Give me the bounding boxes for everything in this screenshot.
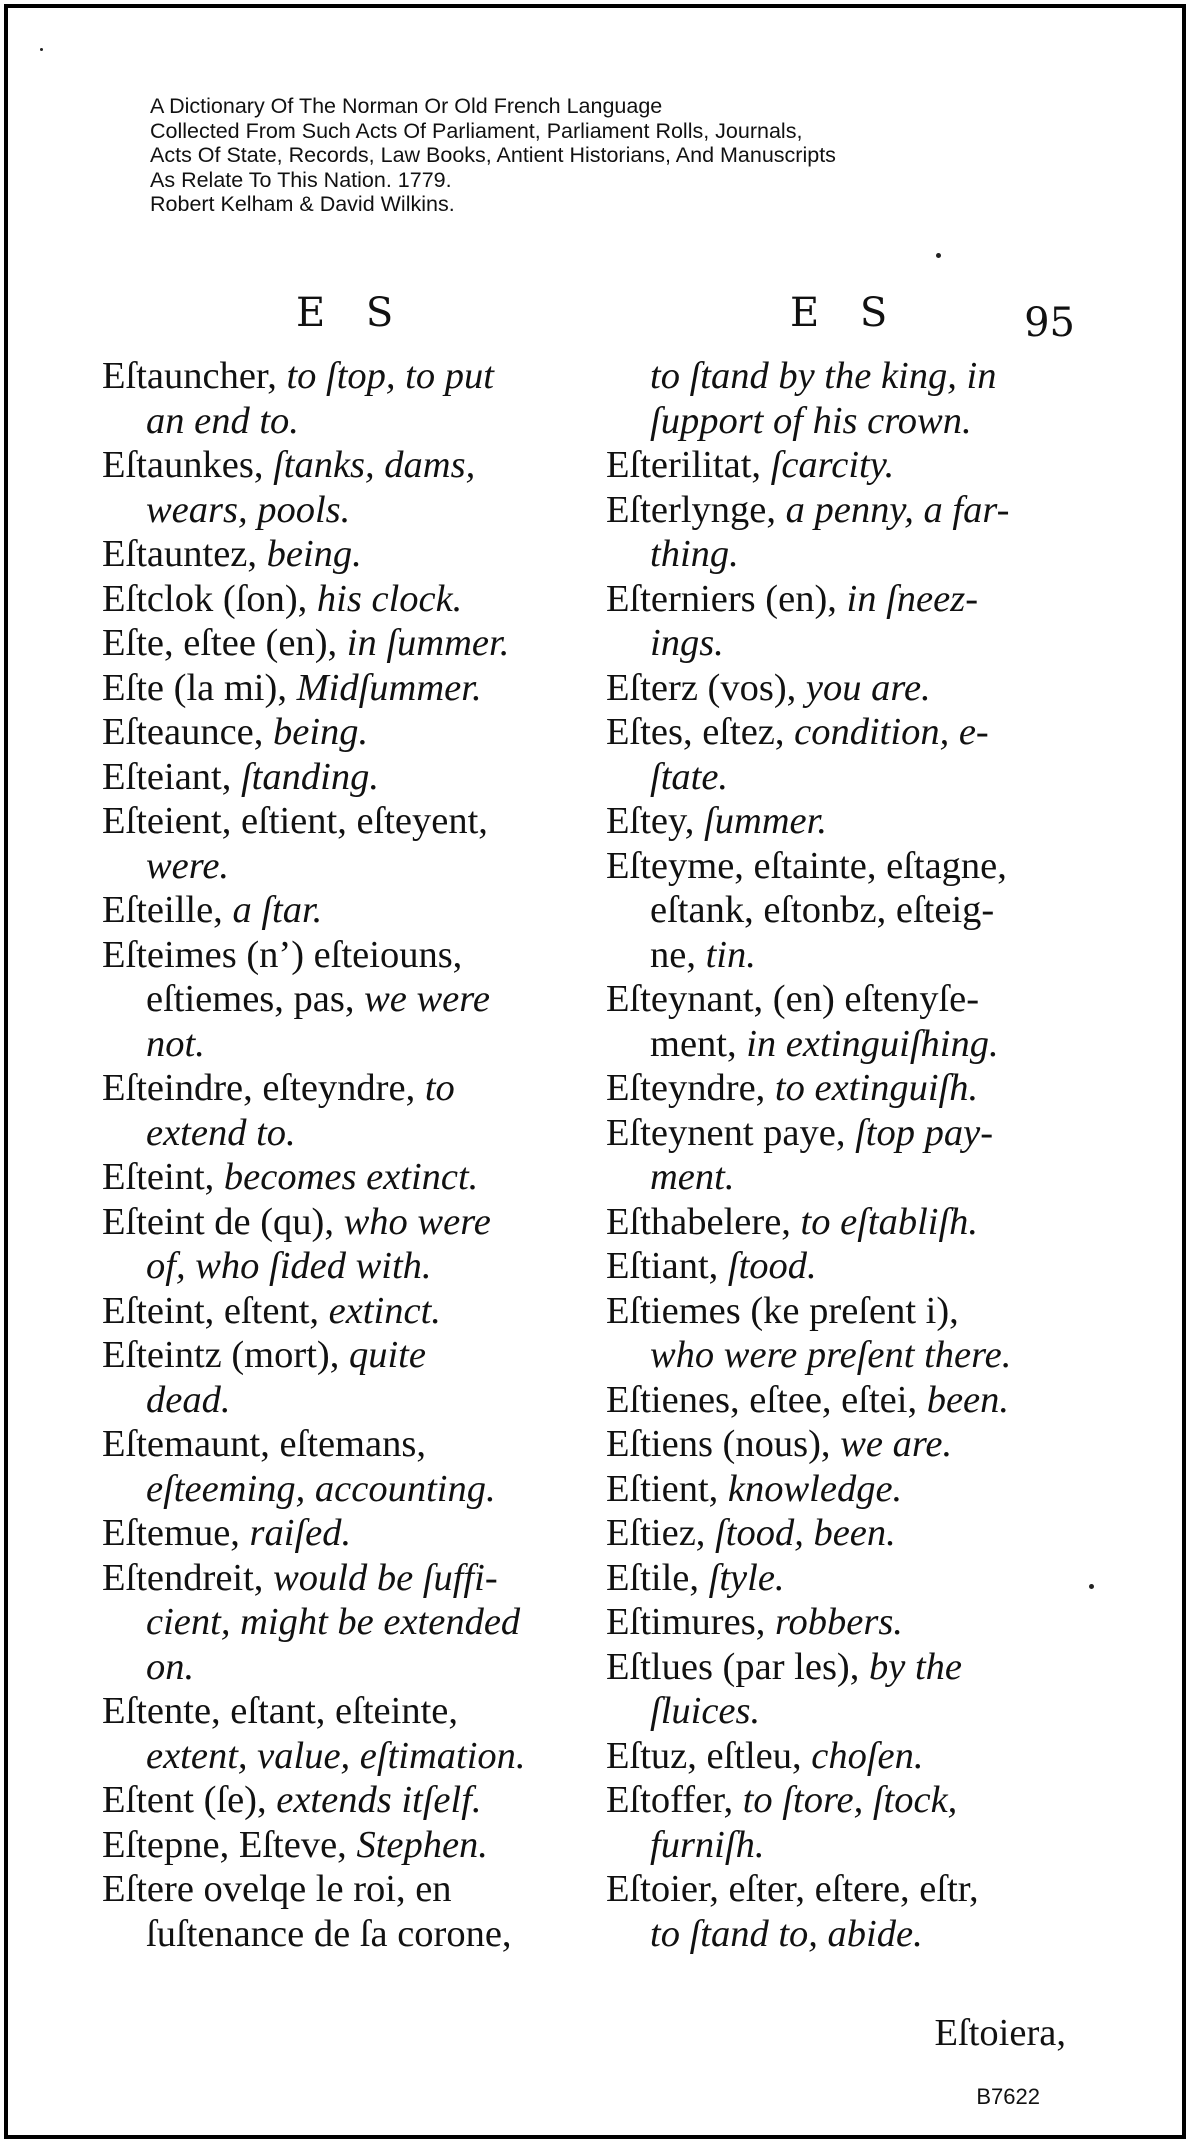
entry-headword: Eſtemue, bbox=[102, 1512, 250, 1554]
entry-line bbox=[606, 1155, 1086, 1200]
entry-line bbox=[606, 1378, 1086, 1423]
entry-line bbox=[102, 577, 582, 622]
entry-gloss: ſtate. bbox=[650, 755, 729, 798]
entry-gloss: his clock. bbox=[316, 577, 463, 620]
entry-headword: Eſtauntez, bbox=[102, 533, 267, 575]
entry-gloss: choſen. bbox=[811, 1734, 924, 1777]
entry-headword: Eſteyndre, bbox=[606, 1067, 775, 1109]
entry-line bbox=[102, 1600, 582, 1645]
entry-line bbox=[102, 1111, 582, 1156]
entry-headword: Eſtclok (ſon), bbox=[102, 577, 317, 620]
entry-gloss: who were preſent there. bbox=[650, 1334, 1012, 1376]
entry-line bbox=[606, 1111, 1086, 1156]
entry-headword: Eſtienes, eſtee, eſtei, bbox=[606, 1378, 927, 1421]
entry-headword: Eſtient, bbox=[606, 1467, 728, 1510]
entry-headword: Eſteint, bbox=[102, 1156, 224, 1198]
entry-gloss: a ſtar. bbox=[232, 889, 323, 931]
entry-gloss: who were bbox=[343, 1200, 491, 1243]
ink-speck bbox=[936, 253, 941, 258]
entry-gloss: furniſh. bbox=[650, 1823, 765, 1866]
entry-gloss: to bbox=[424, 1067, 455, 1109]
entry-line bbox=[606, 1689, 1086, 1734]
entry-gloss: in extinguiſhing. bbox=[746, 1022, 999, 1065]
entry-gloss: we are. bbox=[840, 1423, 953, 1465]
entry-line bbox=[102, 443, 582, 488]
entry-headword: Eſteyme, eſtainte, eſtagne, bbox=[606, 844, 1007, 887]
entry-line bbox=[606, 1734, 1086, 1779]
entry-headword: Eſteint de (qu), bbox=[102, 1200, 344, 1243]
entry-line bbox=[102, 1200, 582, 1245]
entry-gloss: tin. bbox=[705, 933, 756, 976]
entry-gloss: becomes extinct. bbox=[223, 1156, 479, 1198]
entry-headword: Eſtiens (nous), bbox=[606, 1423, 841, 1465]
entry-line bbox=[606, 532, 1086, 577]
entry-line bbox=[606, 1244, 1086, 1289]
entry-line bbox=[606, 1556, 1086, 1601]
entry-gloss: raiſed. bbox=[249, 1512, 352, 1554]
entry-headword: ſuſtenance de ſa corone, bbox=[146, 1912, 512, 1955]
entry-headword: Eſtile, bbox=[606, 1556, 709, 1599]
entry-headword: Eſthabelere, bbox=[606, 1200, 801, 1243]
entry-gloss: thing. bbox=[650, 533, 739, 575]
entry-line bbox=[606, 1289, 1086, 1334]
entry-line bbox=[606, 1867, 1086, 1912]
entry-headword: Eſtimures, bbox=[606, 1601, 775, 1643]
entry-gloss: cient, might be extended bbox=[146, 1601, 521, 1643]
entry-line bbox=[102, 1823, 582, 1868]
entry-line bbox=[102, 799, 582, 844]
entry-gloss: been. bbox=[926, 1378, 1010, 1421]
entry-gloss: knowledge. bbox=[727, 1467, 903, 1510]
entry-gloss: ſtood, been. bbox=[715, 1512, 896, 1554]
entry-line bbox=[606, 577, 1086, 622]
entry-line bbox=[606, 399, 1086, 444]
entry-line bbox=[102, 532, 582, 577]
source-header bbox=[150, 94, 1050, 217]
entry-line bbox=[606, 1912, 1086, 1957]
entry-headword: Eſteimes (n’) eſteiouns, bbox=[102, 933, 463, 976]
image-code: B7622 bbox=[976, 2084, 1040, 2109]
entry-gloss: on. bbox=[146, 1645, 195, 1688]
entry-headword: Eſtlues (par les), bbox=[606, 1645, 869, 1688]
entry-line bbox=[606, 1600, 1086, 1645]
entry-line bbox=[102, 1645, 582, 1690]
entry-headword: ment, bbox=[650, 1022, 747, 1065]
entry-gloss: ſcarcity. bbox=[770, 444, 895, 486]
entry-line bbox=[102, 1244, 582, 1289]
entry-line bbox=[102, 1066, 582, 1111]
entry-gloss: ings. bbox=[650, 622, 724, 664]
entry-line bbox=[606, 888, 1086, 933]
entry-line bbox=[606, 1066, 1086, 1111]
entry-gloss: would be ſuffi- bbox=[273, 1556, 498, 1599]
entry-headword: Eſteintz (mort), bbox=[102, 1334, 349, 1376]
entry-headword: ne, bbox=[650, 933, 706, 976]
entry-line bbox=[102, 1333, 582, 1378]
entry-headword: Eſtuz, eſtleu, bbox=[606, 1734, 812, 1777]
entry-line bbox=[102, 1022, 582, 1067]
entry-gloss: of, who ſided with. bbox=[146, 1245, 432, 1287]
running-head-left: E S bbox=[296, 290, 408, 336]
entry-gloss: being. bbox=[266, 533, 362, 575]
entry-line bbox=[606, 799, 1086, 844]
entry-line bbox=[102, 755, 582, 800]
entry-gloss: extends itſelf. bbox=[276, 1779, 482, 1821]
entry-line bbox=[606, 1511, 1086, 1556]
entry-gloss: were. bbox=[146, 844, 230, 887]
entry-line bbox=[102, 1289, 582, 1334]
entry-line bbox=[606, 755, 1086, 800]
entry-gloss: ſtop pay- bbox=[855, 1111, 994, 1154]
entry-gloss: wears, pools. bbox=[146, 488, 351, 531]
left-column bbox=[102, 354, 582, 1956]
entry-line bbox=[606, 1422, 1086, 1467]
right-column bbox=[606, 354, 1086, 1956]
entry-line bbox=[102, 399, 582, 444]
entry-headword: Eſtepne, Eſteve, bbox=[102, 1823, 357, 1866]
entry-headword: eſtiemes, pas, bbox=[146, 978, 365, 1020]
entry-gloss: you are. bbox=[805, 666, 931, 709]
entry-gloss: an end to. bbox=[146, 399, 299, 442]
entry-line bbox=[102, 666, 582, 711]
entry-headword: Eſtente, eſtant, eſteinte, bbox=[102, 1690, 458, 1732]
entry-headword: Eſteynant, (en) eſtenyſe- bbox=[606, 978, 980, 1020]
entry-gloss: Stephen. bbox=[356, 1823, 488, 1866]
entry-headword: Eſtere ovelqe le roi, en bbox=[102, 1868, 452, 1910]
entry-line bbox=[102, 1912, 582, 1957]
entry-gloss: dead. bbox=[146, 1378, 231, 1421]
entry-line bbox=[606, 1645, 1086, 1690]
entry-gloss: quite bbox=[348, 1334, 426, 1376]
entry-gloss: ſtanding. bbox=[240, 755, 379, 798]
entry-line bbox=[606, 710, 1086, 755]
entry-gloss: to ſtop, to put bbox=[286, 355, 494, 397]
entry-headword: Eſteille, bbox=[102, 889, 233, 931]
entry-headword: Eſte, eſtee (en), bbox=[102, 622, 347, 664]
entry-line bbox=[606, 354, 1086, 399]
entry-line bbox=[102, 1689, 582, 1734]
entry-gloss: to ſtore, ſtock, bbox=[742, 1779, 958, 1821]
header-line: Robert Kelham & David Wilkins. bbox=[150, 192, 455, 216]
entry-line bbox=[102, 1422, 582, 1467]
entry-gloss: ſupport of his crown. bbox=[650, 399, 972, 442]
entry-gloss: to ſtand to, abide. bbox=[650, 1912, 923, 1955]
entry-gloss: ſluices. bbox=[650, 1690, 761, 1732]
entry-gloss: to ſtand by the king, in bbox=[650, 355, 997, 397]
entry-gloss: we were bbox=[364, 978, 490, 1020]
entry-headword: Eſtemaunt, eſtemans, bbox=[102, 1423, 426, 1465]
entry-gloss: in ſummer. bbox=[346, 622, 510, 664]
entry-line bbox=[606, 443, 1086, 488]
entry-gloss: to eſtabliſh. bbox=[800, 1200, 979, 1243]
entry-line bbox=[606, 1333, 1086, 1378]
entry-line bbox=[606, 1200, 1086, 1245]
entry-headword: Eſteint, eſtent, bbox=[102, 1289, 329, 1332]
entry-headword: Eſtiant, bbox=[606, 1245, 728, 1287]
entry-line bbox=[102, 710, 582, 755]
page-number: 95 bbox=[1024, 300, 1075, 346]
entry-line bbox=[102, 977, 582, 1022]
entry-headword: Eſterlynge, bbox=[606, 488, 786, 531]
entry-gloss: robbers. bbox=[774, 1601, 903, 1643]
entry-headword: Eſtoier, eſter, eſtere, eſtr, bbox=[606, 1868, 979, 1910]
entry-line bbox=[606, 977, 1086, 1022]
entry-line bbox=[606, 1778, 1086, 1823]
entry-line bbox=[102, 1867, 582, 1912]
entry-gloss: extinct. bbox=[328, 1289, 441, 1332]
entry-headword: Eſterniers (en), bbox=[606, 577, 847, 620]
running-head-right: E S bbox=[790, 290, 902, 336]
entry-gloss: Midſummer. bbox=[296, 666, 482, 709]
entry-gloss: by the bbox=[869, 1645, 962, 1688]
entry-headword: Eſtey, bbox=[606, 800, 704, 842]
entry-line bbox=[102, 888, 582, 933]
entry-gloss: being. bbox=[273, 711, 369, 753]
entry-line bbox=[606, 666, 1086, 711]
entry-gloss: ſtanks, dams, bbox=[273, 444, 476, 486]
entry-gloss: a penny, a far- bbox=[785, 488, 1010, 531]
entry-line bbox=[102, 1155, 582, 1200]
entry-headword: Eſteindre, eſteyndre, bbox=[102, 1067, 425, 1109]
entry-line bbox=[606, 844, 1086, 889]
entry-headword: Eſtes, eſtez, bbox=[606, 711, 795, 753]
entry-headword: eſtank, eſtonbz, eſteig- bbox=[650, 889, 995, 931]
entry-gloss: condition, e- bbox=[794, 711, 989, 753]
entry-line bbox=[606, 621, 1086, 666]
entry-line bbox=[102, 354, 582, 399]
header-line: A Dictionary Of The Norman Or Old French Language bbox=[150, 94, 663, 118]
entry-line bbox=[606, 1823, 1086, 1868]
entry-headword: Eſterz (vos), bbox=[606, 666, 806, 709]
entry-gloss: not. bbox=[146, 1022, 205, 1065]
entry-line bbox=[102, 1556, 582, 1601]
entry-line bbox=[606, 933, 1086, 978]
entry-gloss: extend to. bbox=[146, 1111, 296, 1154]
entry-headword: Eſte (la mi), bbox=[102, 666, 297, 709]
entry-line bbox=[102, 933, 582, 978]
entry-headword: Eſteynent paye, bbox=[606, 1111, 856, 1154]
header-line: Collected From Such Acts Of Parliament, Parliament Rolls, Journals, bbox=[150, 118, 803, 143]
entry-headword: Eſtiez, bbox=[606, 1512, 716, 1554]
entry-headword: Eſtaunkes, bbox=[102, 444, 274, 486]
entry-line bbox=[102, 621, 582, 666]
entry-headword: Eſterilitat, bbox=[606, 444, 771, 486]
entry-line bbox=[102, 1378, 582, 1423]
entry-line bbox=[606, 1467, 1086, 1512]
catchword: Eſtoiera, bbox=[934, 2012, 1066, 2054]
entry-headword: Eſteaunce, bbox=[102, 711, 274, 753]
entry-headword: Eſtiemes (ke preſent i), bbox=[606, 1289, 959, 1332]
entry-gloss: ſummer. bbox=[704, 800, 827, 842]
entry-line bbox=[102, 488, 582, 533]
header-line: As Relate To This Nation. 1779. bbox=[150, 167, 452, 192]
ink-speck bbox=[1089, 1584, 1094, 1589]
entry-headword: Eſteiant, bbox=[102, 755, 241, 798]
header-line: Acts Of State, Records, Law Books, Antient Historians, And Manuscripts bbox=[150, 143, 836, 167]
entry-line bbox=[102, 1511, 582, 1556]
entry-line bbox=[102, 844, 582, 889]
entry-gloss: in ſneez- bbox=[846, 577, 979, 620]
entry-gloss: ſtyle. bbox=[708, 1556, 785, 1599]
ink-speck bbox=[40, 48, 43, 51]
entry-line bbox=[606, 1022, 1086, 1067]
entry-headword: Eſtoffer, bbox=[606, 1779, 743, 1821]
entry-headword: Eſtendreit, bbox=[102, 1556, 274, 1599]
entry-headword: Eſtent (ſe), bbox=[102, 1779, 277, 1821]
entry-gloss: to extinguiſh. bbox=[774, 1067, 979, 1109]
entry-line bbox=[102, 1778, 582, 1823]
entry-line bbox=[606, 488, 1086, 533]
entry-gloss: eſteeming, accounting. bbox=[146, 1467, 496, 1510]
entry-gloss: extent, value, eſtimation. bbox=[146, 1734, 526, 1777]
entry-gloss: ſtood. bbox=[727, 1245, 817, 1287]
entry-gloss: ment. bbox=[650, 1156, 735, 1198]
entry-line bbox=[102, 1734, 582, 1779]
entry-headword: Eſtauncher, bbox=[102, 355, 287, 397]
entry-line bbox=[102, 1467, 582, 1512]
entry-headword: Eſteient, eſtient, eſteyent, bbox=[102, 800, 488, 842]
